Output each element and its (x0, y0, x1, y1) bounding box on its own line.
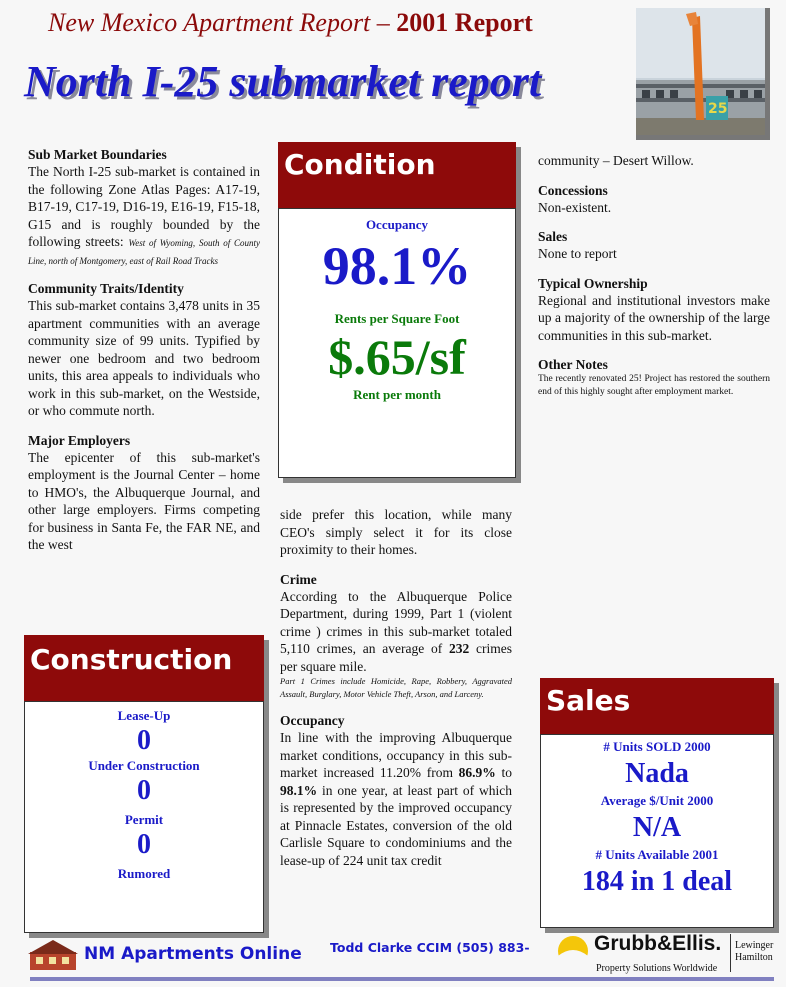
units-sold-value: Nada (625, 758, 689, 789)
rent-sf-value: $.65/sf (328, 329, 466, 385)
units-available-label: # Units Available 2001 (595, 847, 719, 862)
occupancy-label: Occupancy (365, 217, 429, 232)
construction-title: Construction (24, 635, 264, 701)
hamilton-text: Hamilton (735, 952, 773, 963)
crime-text-end: crimes per square mile. (280, 641, 513, 674)
left-column (28, 146, 260, 554)
occupancy-text-end: in one year, at least part of which is represented by the improved occupancy at Pinnacle Estates, conversion of the old Carlisle Square to condominiums and the lease-up of 224 unit tax credit (280, 782, 513, 868)
sales-box-title: Sales (540, 678, 774, 734)
occupancy-to-word: to (501, 765, 513, 780)
condition-box (278, 142, 516, 478)
occupancy-from: 86.9% (458, 765, 496, 780)
units-available-value: 184 in 1 deal (581, 866, 733, 897)
nm-apartments-logo-icon (28, 938, 78, 972)
notes-heading: Other Notes (538, 357, 608, 372)
employers-text: The epicenter of this sub-market's employment is the Journal Center – home to HMO's, the Albuquerque Journal, and other large employers. Firms competing for business in Santa Fe, the FAR NE, and the west (28, 449, 260, 552)
traits-heading: Community Traits/Identity (28, 281, 184, 296)
grubb-ellis-sun-icon (556, 934, 590, 968)
grubb-ellis-tagline: Property Solutions Worldwide (596, 963, 718, 974)
sales-text: None to report (538, 246, 617, 261)
report-title (48, 8, 628, 38)
report-year: 2001 Report (396, 8, 533, 37)
sales-heading: Sales (538, 229, 568, 244)
sales-box (540, 678, 774, 928)
boundaries-heading: Sub Market Boundaries (28, 147, 167, 162)
footer-divider (30, 977, 774, 981)
rumored-label: Rumored (117, 866, 171, 881)
occupancy-text: In line with the improving Albuquerque market conditions, occupancy in this sub-market increased 11.20% from (280, 730, 512, 780)
report-title-text: New Mexico Apartment Report – (48, 8, 390, 37)
ownership-text: Regional and institutional investors make up a majority of the ownership of the large communities in this sub-market. (538, 292, 770, 343)
construction-box (24, 635, 264, 933)
employers-text-cont: side prefer this location, while many CEO's simply select it for its close proximity to their homes. (280, 507, 512, 557)
avg-unit-label: Average $/Unit 2000 (600, 793, 714, 808)
svg-text:25: 25 (708, 101, 728, 117)
contact-info: Todd Clarke CCIM (505) 883- (330, 940, 530, 955)
boundaries-text: The North I-25 sub-market is contained in the following Zone Atlas Pages: A17-19, B17-19, C17-19, D16-19, E16-19, F15-18, G15 and is roughly bounded by the following streets: (28, 164, 260, 249)
rent-month-label: Rent per month (353, 387, 441, 402)
grubb-ellis-logo: Grubb&Ellis. (594, 932, 722, 955)
boundaries-streets: West of Wyoming, South of County Line, north of Montgomery, east of Rail Road Tracks (28, 238, 260, 266)
right-column (538, 152, 770, 398)
avg-unit-value: N/A (632, 812, 682, 843)
traits-text: This sub-market contains 3,478 units in 35 apartment communities with an average community size of 99 units. Typified by newer one bedroom and two bedroom units, this area appeals to individuals who work in this sub-market, on the Westside, or who commute north. (28, 298, 260, 418)
under-construction-label: Under Construction (88, 758, 200, 773)
page-title: North I-25 submarket report (24, 57, 542, 106)
nm-apartments-online-link[interactable]: NM Apartments Online (84, 944, 302, 964)
occupancy-value: 98.1% (322, 236, 472, 296)
permit-label: Permit (124, 812, 164, 827)
crime-note: Part 1 Crimes include Homicide, Rape, Robbery, Aggravated Assault, Burglary, Motor Vehicle Theft, Arson, and Larceny. (280, 676, 512, 699)
occupancy-heading: Occupancy (280, 713, 345, 728)
crime-heading: Crime (280, 571, 317, 587)
leaseup-value: 0 (137, 725, 151, 756)
building-photo (636, 8, 770, 140)
leaseup-label: Lease-Up (117, 708, 171, 723)
lewinger-hamilton-logo (730, 934, 774, 972)
concessions-text: Non-existent. (538, 199, 612, 215)
condition-title: Condition (278, 142, 516, 208)
crime-text: According to the Albuquerque Police Department, during 1999, Part 1 (violent crime ) crimes in this sub-market totaled 5,110 crimes, an average of (280, 588, 512, 656)
notes-text: The recently renovated 25! Project has restored the southern end of this highly sought after employment market. (538, 374, 770, 397)
crime-number: 232 (449, 641, 470, 656)
concessions-heading: Concessions (538, 182, 608, 198)
ownership-heading: Typical Ownership (538, 275, 648, 291)
units-sold-label: # Units SOLD 2000 (603, 739, 711, 754)
middle-column (280, 506, 512, 869)
under-construction-value: 0 (137, 775, 151, 806)
lewinger-text: Lewinger (735, 940, 774, 951)
occupancy-text-cont: community – Desert Willow. (538, 153, 694, 168)
rent-sf-label: Rents per Square Foot (334, 311, 460, 326)
employers-heading: Major Employers (28, 432, 131, 448)
permit-value: 0 (137, 829, 151, 860)
occupancy-to: 98.1% (280, 782, 318, 798)
